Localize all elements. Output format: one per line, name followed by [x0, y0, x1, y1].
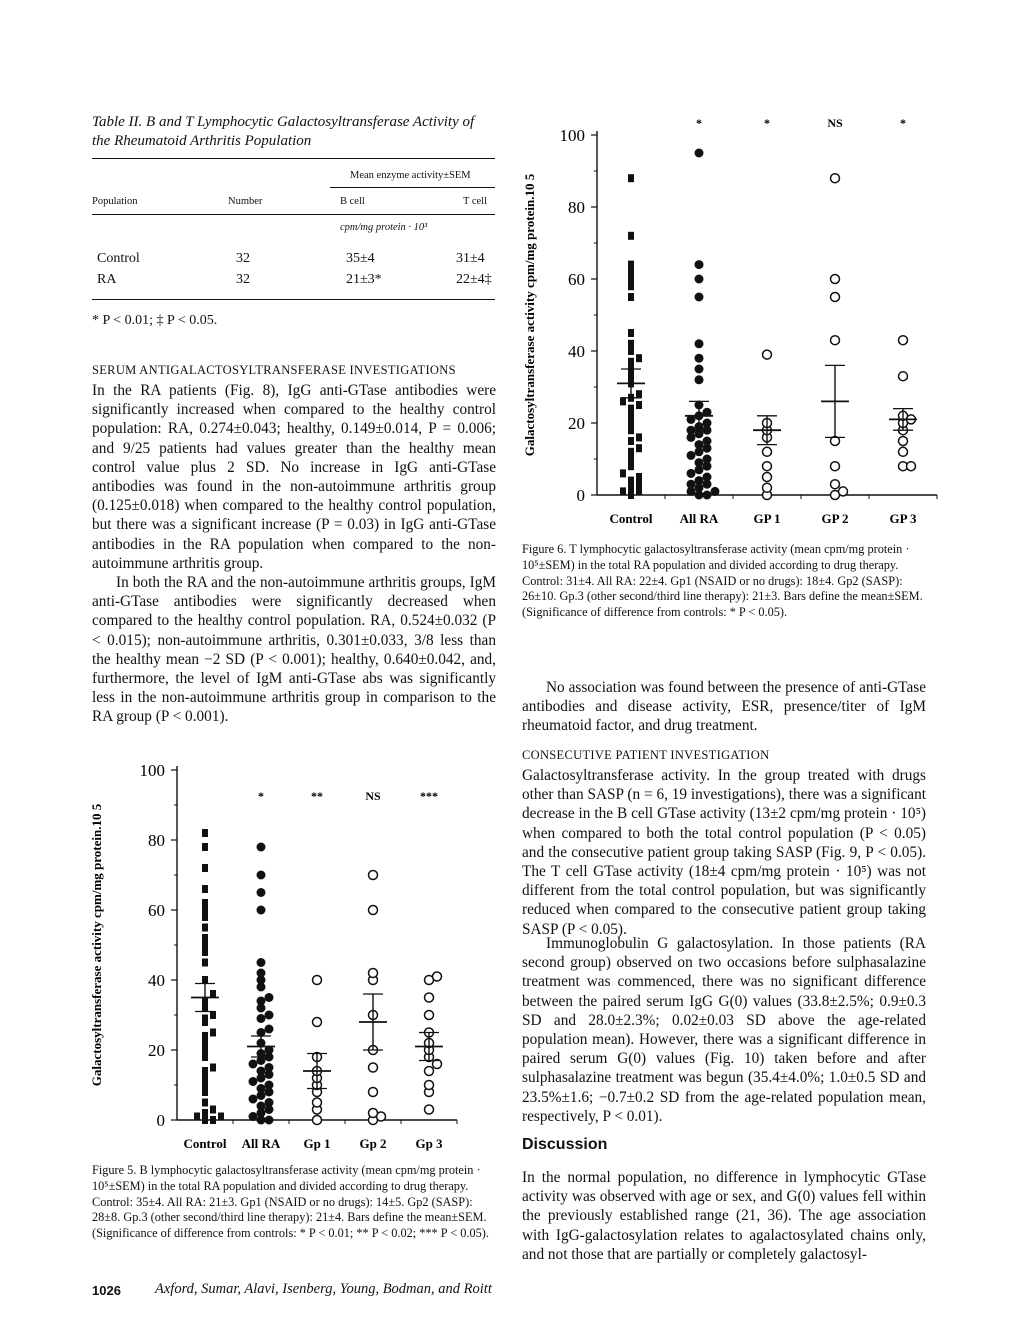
y-axis-label: Galactosyltransferase activity cpm/mg protein.10 5 [89, 803, 104, 1087]
data-point-open [899, 447, 908, 456]
data-point-open [763, 473, 772, 482]
significance-label: * [696, 116, 702, 130]
table-col-bcell: B cell [340, 196, 365, 207]
data-point-square [202, 941, 208, 949]
data-point-square [636, 354, 642, 362]
data-point-square [202, 934, 208, 942]
data-point-filled [257, 969, 266, 978]
table-title: Table II. B and T Lymphocytic Galactosyltransferase Activity of the Rheumatoid Arthritis Population [92, 114, 475, 149]
data-point-square [636, 401, 642, 409]
data-point-square [210, 1064, 216, 1072]
data-point-filled [265, 1098, 274, 1107]
y-tick-label: 0 [156, 1111, 165, 1130]
data-point-open [831, 174, 840, 183]
data-point-filled [695, 260, 704, 269]
discussion-heading: Discussion [522, 1136, 608, 1153]
data-point-open [899, 336, 908, 345]
data-point-filled [695, 375, 704, 384]
data-point-filled [695, 458, 704, 467]
data-point-open [313, 1116, 322, 1125]
data-point-open [763, 350, 772, 359]
x-category-label: Gp 2 [359, 1136, 387, 1151]
x-category-label: All RA [241, 1136, 281, 1151]
data-point-filled [695, 476, 704, 485]
data-point-square [202, 924, 208, 932]
data-point-filled [249, 1077, 258, 1086]
figure-5-caption: Figure 5. B lymphocytic galactosyltransferase activity (mean cpm/mg protein · 10⁵±SEM) in the total RA population and divided according to drug therapy. Control: 35±4. All RA: 21±3. Gp1 (NSAID or no drugs): 14±5. Gp2 (SASP): 28±8. Gp.3 (other second/third line therapy): 21±4. Bars define the mean±SEM. (Significance of difference from controls: * P < 0.01; ** P < 0.02; *** P < 0.05). [92, 1163, 489, 1241]
data-point-filled [687, 451, 696, 460]
data-point-square [202, 1032, 208, 1040]
data-point-square [628, 282, 634, 290]
data-point-filled [257, 1067, 266, 1076]
data-point-square [202, 1039, 208, 1047]
data-point-filled [695, 354, 704, 363]
table-row-control-tcell: 31±4 [456, 251, 485, 266]
significance-label: NS [827, 116, 843, 130]
table-header-rule [92, 214, 495, 215]
data-point-filled [703, 473, 712, 482]
data-point-open [899, 437, 908, 446]
data-point-square [636, 390, 642, 398]
data-point-square [202, 1099, 208, 1107]
data-point-filled [703, 437, 712, 446]
figure-6-chart [520, 115, 940, 535]
x-category-label: Control [183, 1136, 227, 1151]
section-heading-serum: SERUM ANTIGALACTOSYLTRANSFERASE INVESTIGATIONS [92, 363, 456, 377]
table-row-ra-number: 32 [236, 272, 250, 287]
data-point-filled [257, 906, 266, 915]
no-association-paragraph: No association was found between the presence of anti-GTase antibodies and disease activity, ESR, presence/titer of IgM rheumatoid factor, and drug treatment. [522, 679, 926, 735]
data-point-square [628, 174, 634, 182]
serum-paragraph-1: In the RA patients (Fig. 8), IgG anti-GTase antibodies were significantly increased when compared to the healthy control population: RA, 0.274±0.043; healthy, 0.149±0.014, P = 0.006; and 9/25 patients had values greater than the healthy mean control value plus 2 SD. No increase in IgG anti-GTase antibodies was found in the non-autoimmune arthritis group (0.125±0.018) when compared to the healthy control population, but there was a significant increase (P = 0.03) in IgG anti-GTase antibodies in the RA population when compared to the non-autoimmune arthritis group. [92, 382, 496, 572]
data-point-open [369, 1063, 378, 1072]
serum-paragraph-2: In both the RA and the non-autoimmune arthritis groups, IgM anti-GTase antibodies were significantly decreased when compared to the healthy control population. RA, 0.524±0.032 (P < 0.015); non-autoimmune arthritis, 0.301±0.033, 3/8 less than the healthy mean −2 SD (P < 0.001); healthy, 0.640±0.042, and, furthermore, the level of IgM anti-GTase abs was significantly less in the non-autoimmune arthritis group in comparison to the RA group (P < 0.001). [92, 574, 496, 726]
data-point-open [313, 1098, 322, 1107]
data-point-square [202, 948, 208, 956]
table-col-population: Population [92, 196, 138, 207]
data-point-square [620, 469, 626, 477]
y-tick-label: 100 [139, 761, 165, 780]
data-point-square [628, 261, 634, 269]
data-point-open [763, 462, 772, 471]
y-tick-label: 40 [568, 342, 585, 361]
data-point-square [210, 1106, 216, 1114]
data-point-square [628, 419, 634, 427]
data-point-open [763, 447, 772, 456]
table-row-ra-tcell: 22±4‡ [456, 272, 492, 287]
data-point-square [628, 329, 634, 337]
data-point-open [831, 462, 840, 471]
data-point-filled [257, 843, 266, 852]
table-row-ra-bcell: 21±3* [346, 272, 382, 287]
page-number: 1026 [92, 1283, 121, 1298]
data-point-square [628, 477, 634, 485]
data-point-square [202, 1067, 208, 1075]
table-row-control-population: Control [97, 251, 140, 266]
table-footnote: * P < 0.01; ‡ P < 0.05. [92, 313, 218, 328]
data-point-square [202, 976, 208, 984]
data-point-open [425, 1081, 434, 1090]
data-point-square [202, 1088, 208, 1096]
data-point-filled [265, 1116, 274, 1125]
data-point-square [636, 487, 642, 495]
data-point-square [628, 426, 634, 434]
data-point-filled [703, 455, 712, 464]
figure-5-plot [89, 761, 457, 1151]
y-tick-label: 20 [568, 414, 585, 433]
data-point-open [369, 871, 378, 880]
data-point-square [210, 1116, 216, 1124]
data-point-filled [703, 419, 712, 428]
igg-galactosylation-paragraph: Immunoglobulin G galactosylation. In those patients (RA second group) observed on two occasions before sulphasalazine treatment was commenced, there was no significant difference between the paired serum IgG G(0) values (33.8±2.5%; 0.9±0.3 SD and 28.0±2.3%; 0.02±0.03 SD above the age-related population mean). However, there was a significant difference in paired serum G(0) values (Fig. 10) taken before and after sulphasalazine treatment was begun (35.4±4.0%; 1.0±0.5 SD and 23.5%±1.6; −0.7±0.2 SD from the age-related population mean, respectively, P < 0.01). [522, 935, 926, 1125]
significance-label: * [900, 116, 906, 130]
data-point-open [831, 480, 840, 489]
data-point-square [636, 480, 642, 488]
data-point-square [202, 1015, 208, 1023]
data-point-square [628, 340, 634, 348]
data-point-square [628, 293, 634, 301]
data-point-square [202, 899, 208, 907]
table-header-group: Mean enzyme activity±SEM [350, 170, 471, 181]
data-point-filled [695, 339, 704, 348]
data-point-square [628, 484, 634, 492]
data-point-square [210, 1011, 216, 1019]
data-point-open [425, 993, 434, 1002]
x-category-label: Gp 1 [303, 1136, 331, 1151]
y-tick-label: 40 [148, 971, 165, 990]
significance-label: * [764, 116, 770, 130]
data-point-square [628, 437, 634, 445]
data-point-filled [265, 993, 274, 1002]
significance-label: NS [365, 789, 381, 803]
data-point-square [628, 412, 634, 420]
data-point-square [194, 1113, 200, 1121]
data-point-filled [257, 958, 266, 967]
data-point-filled [695, 149, 704, 158]
figure-5-chart [85, 755, 505, 1155]
data-point-open [839, 487, 848, 496]
data-point-open [369, 1109, 378, 1118]
data-point-square [202, 885, 208, 893]
table-top-rule [92, 158, 495, 159]
data-point-filled [687, 480, 696, 489]
data-point-square [636, 433, 642, 441]
data-point-filled [703, 491, 712, 500]
significance-label: *** [420, 789, 438, 803]
y-tick-label: 60 [568, 270, 585, 289]
figure-6-caption: Figure 6. T lymphocytic galactosyltransferase activity (mean cpm/mg protein · 10⁵±SEM) in the total RA population and divided according to drug therapy. Control: 31±4. All RA: 22±4. Gp1 (NSAID or no drugs): 18±4. Gp2 (SASP): 26±10. Gp.3 (other second/third line therapy): 21±3. Bars define the mean±SEM. (Significance of difference from controls: * P < 0.05). [522, 542, 923, 620]
data-point-square [628, 455, 634, 463]
table-bottom-rule [92, 299, 495, 300]
x-category-label: All RA [679, 511, 719, 526]
figure-6-plot [522, 116, 937, 526]
section-heading-consecutive: CONSECUTIVE PATIENT INVESTIGATION [522, 748, 770, 762]
data-point-square [202, 906, 208, 914]
data-point-filled [265, 1063, 274, 1072]
table-col-number: Number [228, 196, 263, 207]
y-axis-label: Galactosyltransferase activity cpm/mg protein.10 5 [522, 173, 537, 457]
y-tick-label: 100 [559, 126, 585, 145]
data-point-open [425, 1105, 434, 1114]
table-row-control-bcell: 35±4 [346, 251, 375, 266]
data-point-square [628, 268, 634, 276]
data-point-filled [257, 997, 266, 1006]
data-point-square [202, 1109, 208, 1117]
data-point-square [628, 232, 634, 240]
data-point-square [620, 397, 626, 405]
x-category-label: Gp 3 [415, 1136, 443, 1151]
significance-label: * [258, 789, 264, 803]
x-category-label: GP 3 [889, 511, 917, 526]
data-point-filled [711, 487, 720, 496]
data-point-square [202, 843, 208, 851]
table-units: cpm/mg protein · 10³ [340, 222, 428, 233]
significance-label: ** [311, 789, 323, 803]
data-point-filled [249, 1095, 258, 1104]
data-point-filled [687, 469, 696, 478]
data-point-open [831, 275, 840, 284]
data-point-open [313, 1018, 322, 1027]
data-point-square [202, 864, 208, 872]
data-point-square [628, 448, 634, 456]
data-point-square [628, 358, 634, 366]
data-point-square [202, 1116, 208, 1124]
x-category-label: GP 2 [821, 511, 849, 526]
data-point-square [202, 1081, 208, 1089]
data-point-square [202, 1046, 208, 1054]
data-point-square [218, 1113, 224, 1121]
data-point-filled [695, 365, 704, 374]
data-point-filled [257, 1102, 266, 1111]
gtase-activity-paragraph: Galactosyltransferase activity. In the group treated with drugs other than SASP (n = 6, 19 investigations), there was a significant decrease in the B cell GTase activity (13±2 cpm/mg protein · 10⁵) when compared to both the total control population (P < 0.05) and the consecutive patient group taking SASP (Fig. 9, P < 0.05). The T cell GTase activity (18±4 cpm/mg protein · 10⁵) was not different from the total control population, but was significantly reduced when compared to the consecutive patient group taking SASP (P < 0.05). [522, 767, 926, 938]
data-point-filled [257, 871, 266, 880]
data-point-open [425, 1067, 434, 1076]
data-point-filled [265, 1081, 274, 1090]
data-point-filled [249, 1112, 258, 1121]
data-point-filled [249, 1060, 258, 1069]
data-point-square [202, 1074, 208, 1082]
data-point-square [210, 1029, 216, 1037]
y-tick-label: 80 [148, 831, 165, 850]
data-point-square [636, 473, 642, 481]
data-point-filled [257, 1014, 266, 1023]
table-row-ra-population: RA [97, 272, 117, 287]
data-point-filled [695, 293, 704, 302]
data-point-square [202, 1053, 208, 1061]
data-point-open [369, 969, 378, 978]
data-point-filled [257, 1084, 266, 1093]
data-point-square [202, 829, 208, 837]
x-category-label: GP 1 [753, 511, 781, 526]
data-point-square [636, 444, 642, 452]
discussion-paragraph: In the normal population, no difference in lymphocytic GTase activity was observed with age or sex, and G(0) values fell within the previously established range (21, 36). The age association with IgG-galactosylation relates to agalactosylated chains only, and not those that are partially or completely galactosyl- [522, 1169, 926, 1263]
data-point-open [369, 1088, 378, 1097]
data-point-square [202, 959, 208, 967]
table-row-control-number: 32 [236, 251, 250, 266]
y-tick-label: 60 [148, 901, 165, 920]
data-point-open [763, 483, 772, 492]
data-point-filled [695, 275, 704, 284]
data-point-open [425, 1011, 434, 1020]
data-point-square [202, 913, 208, 921]
table-col-tcell: T cell [463, 196, 488, 207]
data-point-square [620, 487, 626, 495]
data-point-filled [265, 1025, 274, 1034]
data-point-open [899, 372, 908, 381]
data-point-open [369, 906, 378, 915]
data-point-open [433, 972, 442, 981]
data-point-open [907, 462, 916, 471]
data-point-filled [265, 1011, 274, 1020]
data-point-square [628, 491, 634, 499]
data-point-filled [257, 888, 266, 897]
data-point-square [628, 405, 634, 413]
data-point-filled [695, 440, 704, 449]
data-point-open [831, 336, 840, 345]
data-point-square [628, 347, 634, 355]
y-tick-label: 0 [576, 486, 585, 505]
data-point-square [628, 462, 634, 470]
data-point-open [313, 976, 322, 985]
y-tick-label: 20 [148, 1041, 165, 1060]
footer-authors: Axford, Sumar, Alavi, Isenberg, Young, Bodman, and Roitt [155, 1281, 492, 1297]
data-point-open [831, 293, 840, 302]
x-category-label: Control [609, 511, 653, 526]
data-point-square [628, 275, 634, 283]
table-group-rule [330, 187, 495, 188]
y-tick-label: 80 [568, 198, 585, 217]
